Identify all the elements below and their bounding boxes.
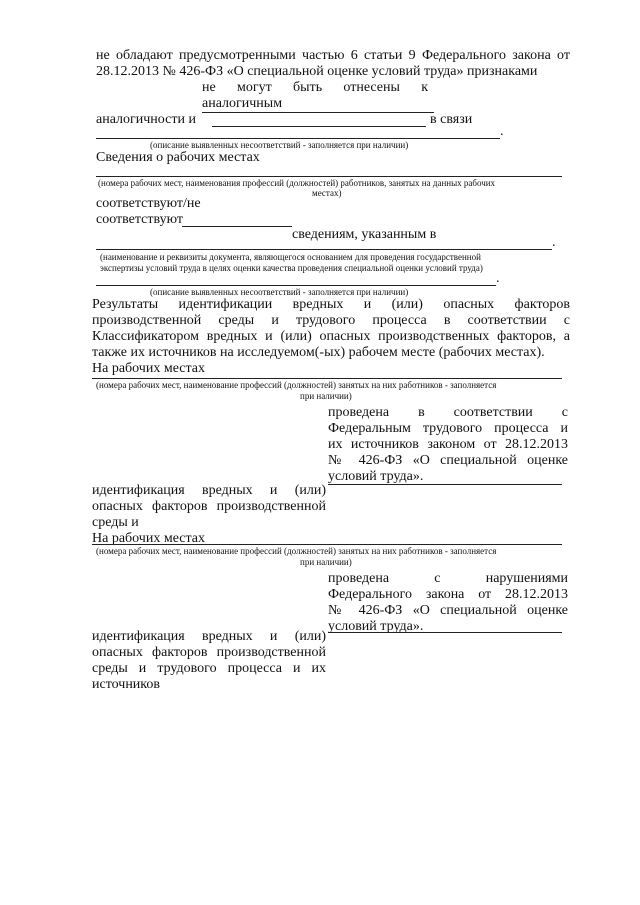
text-line: опасных факторов производственной xyxy=(92,499,326,514)
field-caption: (описание выявленных несоответствий - заполняется при наличии) xyxy=(150,287,409,297)
text-line: их источников законом от 28.12.2013 xyxy=(328,437,568,452)
text-line: проведена с нарушениями xyxy=(328,571,568,586)
text-line: соответствуют xyxy=(96,212,184,227)
paragraph-line: Классификатором вредных и (или) опасных производственных факторов, а xyxy=(92,329,570,344)
paragraph-line: также их источников на исследуемом(-ых) рабочем месте (рабочих местах). xyxy=(92,345,545,360)
blank-line xyxy=(96,176,562,177)
text-line: № 426-ФЗ «О специальной оценке xyxy=(328,453,568,468)
field-caption: экспертизы условий труда в целях оценки качества проведения специальной оценки условий труда) xyxy=(100,263,483,273)
text-line: Сведения о рабочих местах xyxy=(96,150,260,165)
text-line: среды и трудового процесса и их xyxy=(92,661,326,676)
text-line: сведениям, указанным в xyxy=(292,227,437,242)
text-line: среды и xyxy=(92,515,139,530)
blank-line xyxy=(182,226,292,227)
text-line: условий труда». xyxy=(328,469,424,484)
period: . xyxy=(500,124,504,139)
blank-line xyxy=(92,378,562,379)
blank-line xyxy=(92,544,562,545)
paragraph-line: производственной среды и трудового процесса в соответствии с xyxy=(92,313,570,328)
blank-line xyxy=(212,126,426,127)
field-caption: (наименование и реквизиты документа, являющегося основанием для проведения государственной xyxy=(100,252,481,262)
field-caption: (номера рабочих мест, наименования профессий (должностей) работников, занятых на данных рабочих xyxy=(98,178,496,188)
text-line: не обладают предусмотренными частью 6 статьи 9 Федерального закона от xyxy=(96,48,570,63)
text-line: проведена в соответствии с xyxy=(328,405,568,420)
text-line: идентификация вредных и (или) xyxy=(92,629,326,644)
text-line: не могут быть отнесены к xyxy=(202,80,428,95)
text-line: 28.12.2013 № 426-ФЗ «О специальной оценке условий труда» признаками xyxy=(96,64,538,79)
text-line: опасных факторов производственной xyxy=(92,645,326,660)
text-line: На рабочих местах xyxy=(92,531,205,546)
text-line: аналогичности и xyxy=(96,112,196,127)
blank-line xyxy=(96,138,500,139)
text-line: соответствуют/не xyxy=(96,196,201,211)
field-caption: местах) xyxy=(312,188,342,198)
text-line: в связи xyxy=(430,112,473,127)
text-line: Федерального закона от 28.12.2013 xyxy=(328,587,568,602)
text-line: № 426-ФЗ «О специальной оценке xyxy=(328,603,568,618)
field-caption: (описание выявленных несоответствий - заполняется при наличии) xyxy=(150,140,409,150)
text-line: Федеральным трудового процесса и xyxy=(328,421,568,436)
blank-line xyxy=(96,249,552,250)
period: . xyxy=(552,235,556,250)
text-line: источников xyxy=(92,677,161,692)
field-caption: (номера рабочих мест, наименование профессий (должностей) занятых на них работников - заполняется xyxy=(96,380,497,390)
blank-line xyxy=(96,285,496,286)
field-caption: (номера рабочих мест, наименование профессий (должностей) занятых на них работников - заполняется xyxy=(96,546,497,556)
field-caption: при наличии) xyxy=(300,391,352,401)
underlined-field: аналогичным xyxy=(202,96,434,113)
field-caption: при наличии) xyxy=(300,557,352,567)
text-line: идентификация вредных и (или) xyxy=(92,483,326,498)
paragraph-line: Результаты идентификации вредных и (или) опасных факторов xyxy=(92,297,570,312)
text-line: На рабочих местах xyxy=(92,361,205,376)
text-line: условий труда». xyxy=(328,619,424,634)
period: . xyxy=(496,271,500,286)
blank-line xyxy=(328,632,562,633)
blank-line xyxy=(328,484,562,485)
